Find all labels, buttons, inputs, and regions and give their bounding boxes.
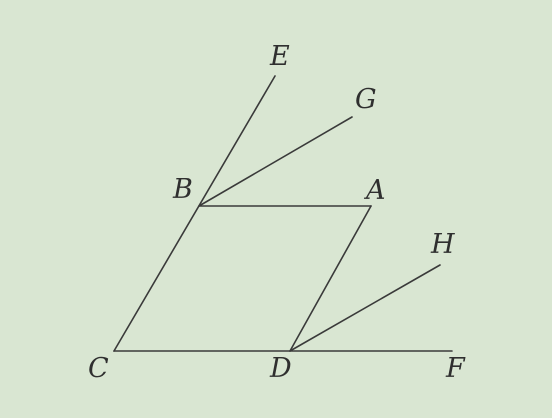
label-F: F	[446, 353, 465, 384]
segment-C-E	[114, 76, 275, 351]
segment-D-H	[290, 265, 440, 351]
segment-A-D	[290, 206, 371, 351]
segment-B-G	[199, 117, 352, 206]
label-C: C	[88, 353, 109, 384]
label-D: D	[270, 353, 292, 384]
label-B: B	[173, 174, 193, 205]
label-H: H	[431, 229, 455, 260]
label-G: G	[355, 84, 377, 115]
label-A: A	[366, 175, 386, 206]
label-E: E	[270, 41, 290, 72]
